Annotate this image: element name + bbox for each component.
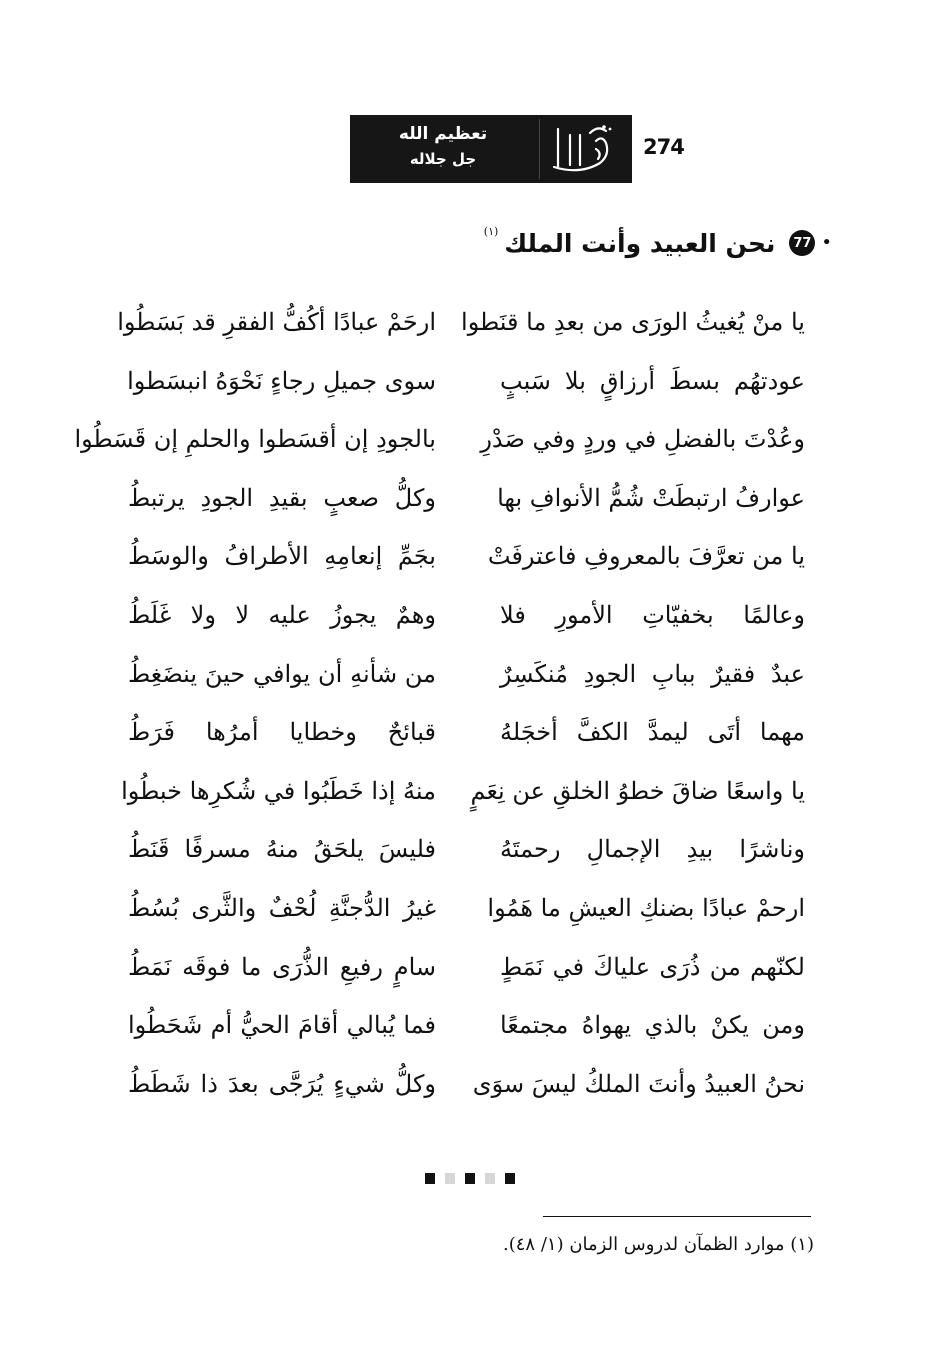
verse-first-hemistich: عبدٌ فقيرٌ ببابِ الجودِ مُنكَسِرٌ <box>500 659 805 688</box>
verse-second-hemistich: منهُ إذا خَطَبُوا في شُكرِها خبطُوا <box>121 776 436 805</box>
ornament-dots-icon <box>425 1172 515 1184</box>
verse-second-hemistich: فما يُبالي أقامَ الحيُّ أم شَحَطُوا <box>128 1011 436 1040</box>
verse-first-hemistich: يا من تعرَّفَ بالمعروفِ فاعترفَتْ <box>487 542 805 571</box>
verse-second-hemistich: وكلُّ صعبٍ بقيدِ الجودِ يرتبطُ <box>128 483 436 512</box>
verse-first-hemistich: ومن يكنْ بالذي يهواهُ مجتمعًا <box>500 1011 805 1040</box>
footnote-marker: (١) <box>483 225 499 238</box>
verse-second-hemistich: فليسَ يلحَقُ منهُ مسرفًا قَنَطُ <box>128 835 436 864</box>
verse-first-hemistich: عوارفُ ارتبطَتْ شُمُّ الأنوافِ بها <box>497 483 805 512</box>
poem-right-column <box>461 297 805 1117</box>
footnote-divider <box>543 1216 811 1217</box>
allah-calligraphy-icon <box>539 119 626 179</box>
verse-second-hemistich: بجَمِّ إنعامِهِ الأطرافُ والوسَطُ <box>128 542 436 571</box>
verse-second-hemistich: بالجودِ إن أقسَطوا والحلمِ إن قَسَطُوا <box>74 425 436 454</box>
verse-second-hemistich: وكلُّ شيءٍ يُرَجَّى بعدَ ذا شَطَطُ <box>128 1069 436 1098</box>
verse-first-hemistich: لكنّهم من ذُرَى علياكَ في نَمَطٍ <box>500 952 805 981</box>
verse-second-hemistich: سوى جميلِ رجاءٍ نَحْوَهُ انبسَطوا <box>127 366 436 395</box>
poem-left-column <box>74 297 436 1117</box>
verse-first-hemistich: يا منْ يُغيثُ الورَى من بعدِ ما قنَطوا <box>461 308 805 336</box>
verse-second-hemistich: سامٍ رفيعِ الذُّرَى ما فوقَه نَمَطُ <box>128 952 436 981</box>
verse-first-hemistich: نحنُ العبيدُ وأنتَ الملكُ ليسَ سوَى <box>472 1069 805 1098</box>
verse-second-hemistich: من شأنهِ أن يوافي حينَ ينضَغِطُ <box>128 659 436 688</box>
header-text <box>350 121 536 171</box>
section-number-badge: 77 <box>789 230 815 256</box>
verse-first-hemistich: وعالمًا بخفيّاتِ الأمورِ فلا <box>500 600 805 629</box>
section-title-text: نحن العبيد وأنت الملك <box>504 228 776 258</box>
header-subtitle: جل جلاله <box>409 150 477 168</box>
header-banner <box>350 115 632 183</box>
verse-second-hemistich: غيرُ الدُّجنَّةِ لُحْفٌ والثَّرى بُسُطُ <box>128 893 436 922</box>
bullet-icon: • <box>821 232 832 253</box>
verse-first-hemistich: ارحمْ عبادًا بضنكِ العيشِ ما هَمُوا <box>487 893 805 922</box>
header-title: تعظيم الله <box>398 124 488 144</box>
verse-first-hemistich: مهما أتَى ليمدَّ الكفَّ أخجَلهُ <box>500 718 805 747</box>
verse-second-hemistich: قبائحٌ وخطايا أمرُها فَرَطُ <box>128 718 436 747</box>
section-title <box>484 223 832 263</box>
verse-first-hemistich: وناشرًا بيدِ الإجمالِ رحمتَهُ <box>500 835 805 864</box>
page-number: 274 <box>643 135 684 159</box>
verse-first-hemistich: يا واسعًا ضاقَ خطوُ الخلقِ عن نِعَمٍ <box>470 776 805 805</box>
verse-first-hemistich: عودتهُم بسطَ أرزاقٍ بلا سَببٍ <box>500 366 805 395</box>
verse-first-hemistich: وعُدْتَ بالفضلِ في وردٍ وفي صَدْرِ <box>480 425 805 454</box>
footnote: (١) موارد الظمآن لدروس الزمان (١/ ٤٨). <box>503 1234 814 1255</box>
verse-second-hemistich: ارحَمْ عبادًا أكُفُّ الفقرِ قد بَسَطُوا <box>117 308 436 336</box>
verse-second-hemistich: وهمٌ يجوزُ عليه لا ولا غَلَطُ <box>128 600 436 629</box>
